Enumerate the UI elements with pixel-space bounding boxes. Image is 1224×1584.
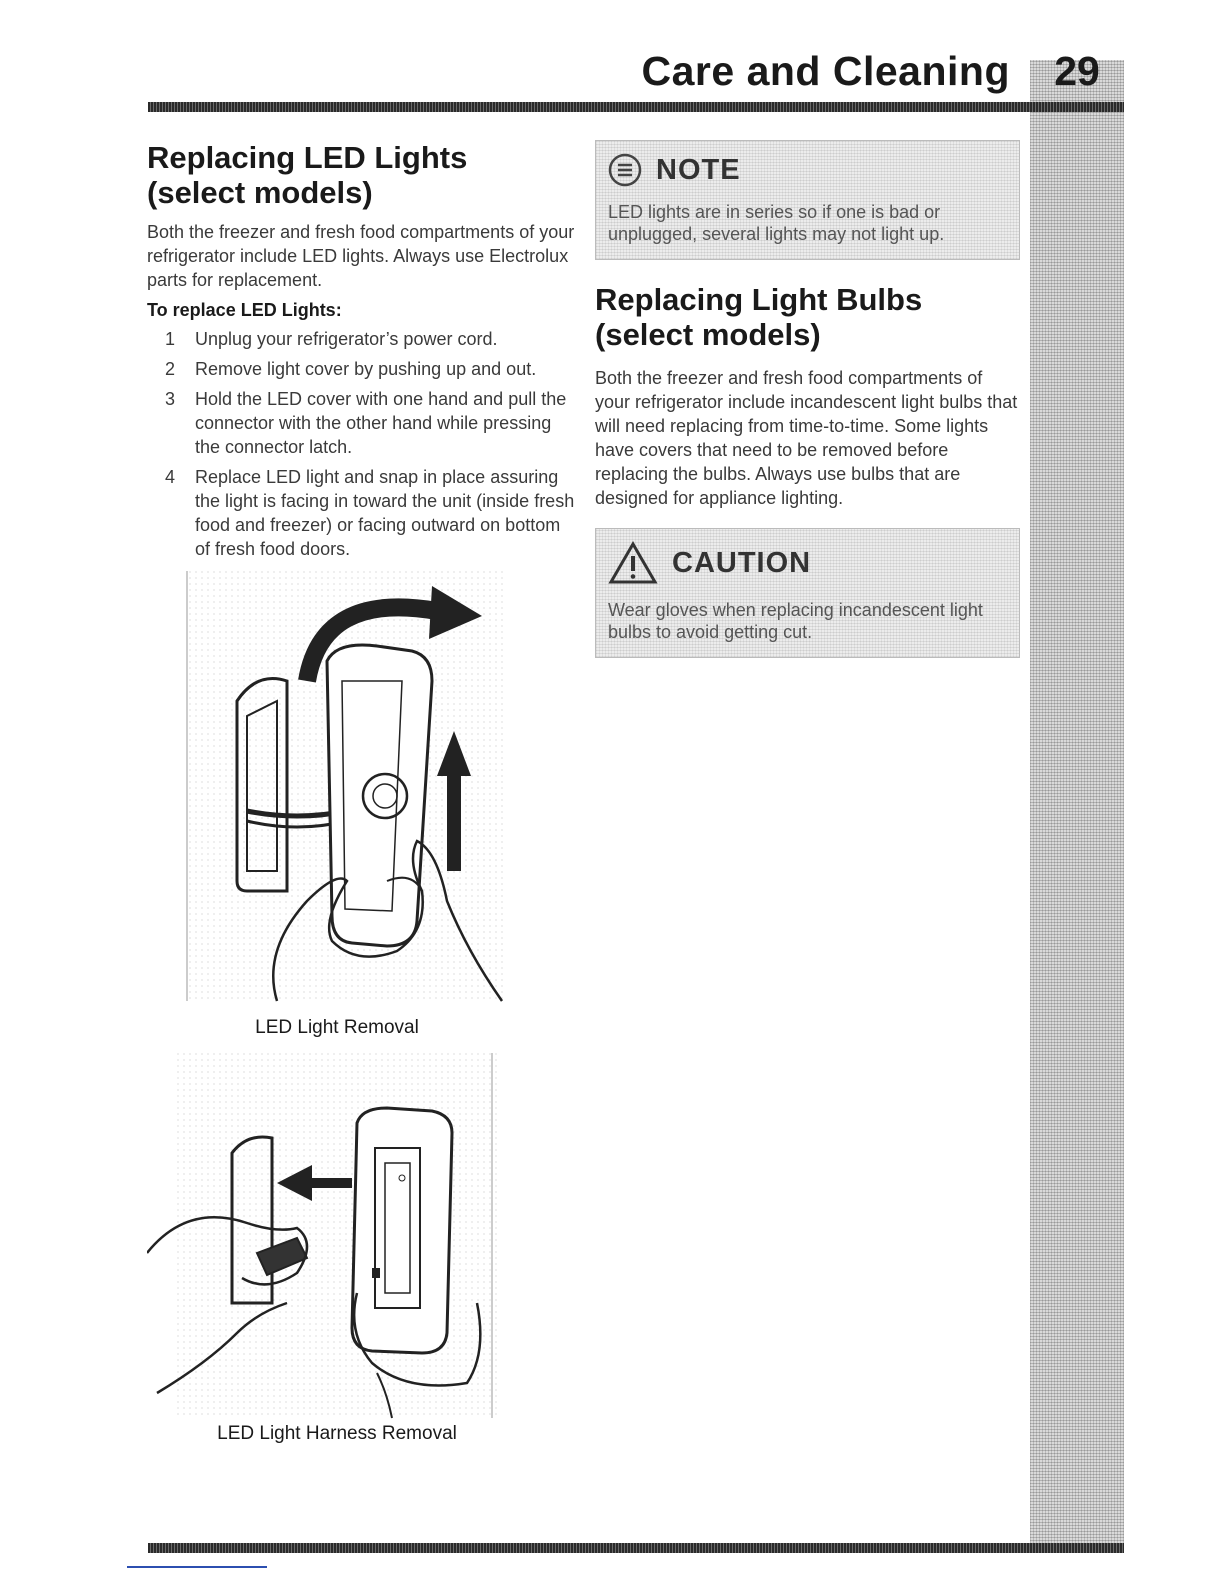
page-number: 29 <box>1054 48 1100 94</box>
step-text: Unplug your refrigerator’s power cord. <box>195 329 498 349</box>
step-number: 1 <box>165 329 176 349</box>
figure2-caption: LED Light Harness Removal <box>217 1423 457 1444</box>
note-box <box>595 140 1020 260</box>
step-text: Hold the LED cover with one hand and pull the connector with the other hand while pressing the connector latch. <box>195 389 567 457</box>
note-icon <box>608 153 642 187</box>
bulb-title-line1: Replacing Light Bulbs <box>595 282 923 317</box>
led-removal-illustration <box>147 571 527 1011</box>
note-title: NOTE <box>656 153 741 186</box>
note-text: LED lights are in series so if one is bad or unplugged, several lights may not light up. <box>608 202 945 244</box>
step-number: 3 <box>165 389 176 409</box>
caution-text: Wear gloves when replacing incandescent light bulbs to avoid getting cut. <box>608 600 983 642</box>
led-section-title <box>147 140 577 210</box>
list-item <box>147 387 577 459</box>
step-number: 4 <box>165 467 176 487</box>
led-title-line2: (select models) <box>147 175 373 210</box>
led-title-line1: Replacing LED Lights <box>147 140 468 175</box>
page-header-title: Care and Cleaning <box>641 48 1010 94</box>
led-harness-removal-figure <box>147 1053 527 1445</box>
list-item <box>147 465 577 561</box>
step-number: 2 <box>165 359 176 379</box>
right-column <box>595 140 1020 658</box>
footer-link-underline <box>127 1566 267 1568</box>
bulb-section-title <box>595 282 1020 352</box>
led-intro: Both the freezer and fresh food compartments of your refrigerator include LED lights. Always use Electrolux parts for replacement. <box>147 222 575 290</box>
caution-title: CAUTION <box>672 546 812 579</box>
side-tab-strip <box>1030 60 1124 1550</box>
caution-box <box>595 528 1020 658</box>
list-item <box>147 327 577 351</box>
note-header <box>608 153 1007 187</box>
bulb-body: Both the freezer and fresh food compartments of your refrigerator include incandescent light bulbs that will need replacing from time-to-time. Some lights have covers that need to be removed before replacing the bulbs. Always use bulbs that are designed for appliance lighting. <box>595 368 1018 508</box>
led-light-removal-figure <box>147 571 527 1039</box>
figure1-caption: LED Light Removal <box>255 1017 419 1038</box>
led-harness-illustration <box>147 1053 527 1423</box>
header-rule <box>148 102 1124 112</box>
warning-triangle-icon <box>608 541 658 585</box>
step-text: Replace LED light and snap in place assuring the light is facing in toward the unit (inside fresh food and freezer) or facing outward on bottom of fresh food doors. <box>195 467 575 559</box>
led-steps-list <box>147 327 577 561</box>
led-section <box>147 140 577 1445</box>
caution-header <box>608 541 1007 585</box>
list-item <box>147 357 577 381</box>
led-steps-heading: To replace LED Lights: <box>147 300 342 320</box>
footer-rule <box>148 1543 1124 1553</box>
step-text: Remove light cover by pushing up and out. <box>195 359 537 379</box>
bulb-title-line2: (select models) <box>595 317 821 352</box>
